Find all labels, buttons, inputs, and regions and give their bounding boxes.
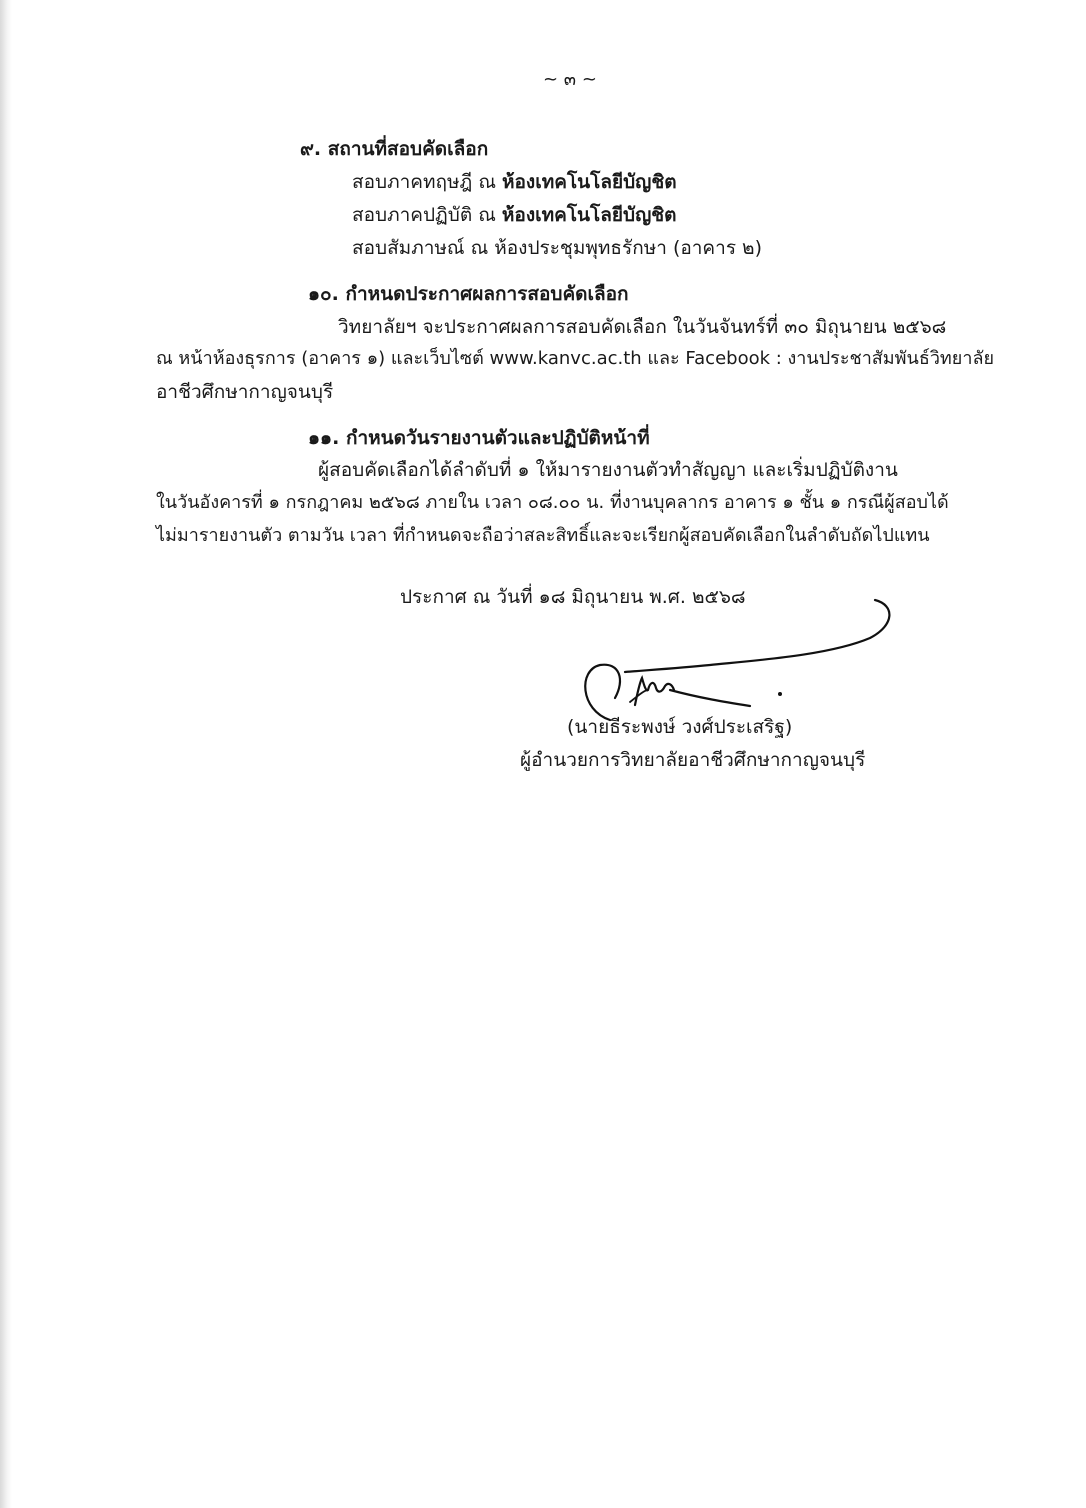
section-9-line-label: สอบภาคปฏิบัติ ณ xyxy=(352,204,502,226)
section-11-heading: ๑๑. กำหนดวันรายงานตัวและปฏิบัติหน้าที่ xyxy=(308,427,650,449)
section-9-line-interview xyxy=(352,236,762,260)
section-11-line-3: ไม่มารายงานตัว ตามวัน เวลา ที่กำหนดจะถือว่าสละสิทธิ์และจะเรียกผู้สอบคัดเลือกในลำดับถัดไปแทน xyxy=(156,525,930,546)
section-9-heading: ๙. สถานที่สอบคัดเลือก xyxy=(300,138,489,160)
section-9-line-place: ห้องเทคโนโลยีบัญชิต xyxy=(501,204,677,226)
section-11-line-2: ในวันอังคารที่ ๑ กรกฎาคม ๒๕๖๘ ภายใน เวลา ๐๘.๐๐ น. ที่งานบุคลากร อาคาร ๑ ชั้น ๑ กรณีผู้สอบได้ xyxy=(156,492,949,513)
section-9-line-place: ห้องประชุมพุทธรักษา (อาคาร ๒) xyxy=(494,237,762,259)
page-number: ~ ๓ ~ xyxy=(543,69,597,90)
section-9-line-label: สอบสัมภาษณ์ ณ xyxy=(352,237,495,259)
section-10-line-3: อาชีวศึกษากาญจนบุรี xyxy=(156,381,334,403)
section-10-line-2: ณ หน้าห้องธุรการ (อาคาร ๑) และเว็บไซต์ www.kanvc.ac.th และ Facebook : งานประชาสัมพันธ์วิทยาลัย xyxy=(156,348,995,369)
signatory-name: (นายธีระพงษ์ วงศ์ประเสริฐ) xyxy=(567,716,793,738)
section-9-line-practice xyxy=(352,203,677,227)
section-9-line-label: สอบภาคทฤษฎี ณ xyxy=(352,171,502,193)
section-9-line-place: ห้องเทคโนโลยีบัญชิต xyxy=(502,171,677,193)
section-9-line-theory xyxy=(352,170,677,194)
section-10-heading: ๑๐. กำหนดประกาศผลการสอบคัดเลือก xyxy=(308,283,629,305)
section-10-line-1: วิทยาลัยฯ จะประกาศผลการสอบคัดเลือก ในวันจันทร์ที่ ๓๐ มิถุนายน ๒๕๖๘ xyxy=(338,316,947,338)
signatory-title: ผู้อำนวยการวิทยาลัยอาชีวศึกษากาญจนบุรี xyxy=(520,749,866,771)
announcement-date: ประกาศ ณ วันที่ ๑๘ มิถุนายน พ.ศ. ๒๕๖๘ xyxy=(400,586,746,608)
section-11-line-1: ผู้สอบคัดเลือกได้ลำดับที่ ๑ ให้มารายงานตัวทำสัญญา และเริ่มปฏิบัติงาน xyxy=(318,459,898,481)
